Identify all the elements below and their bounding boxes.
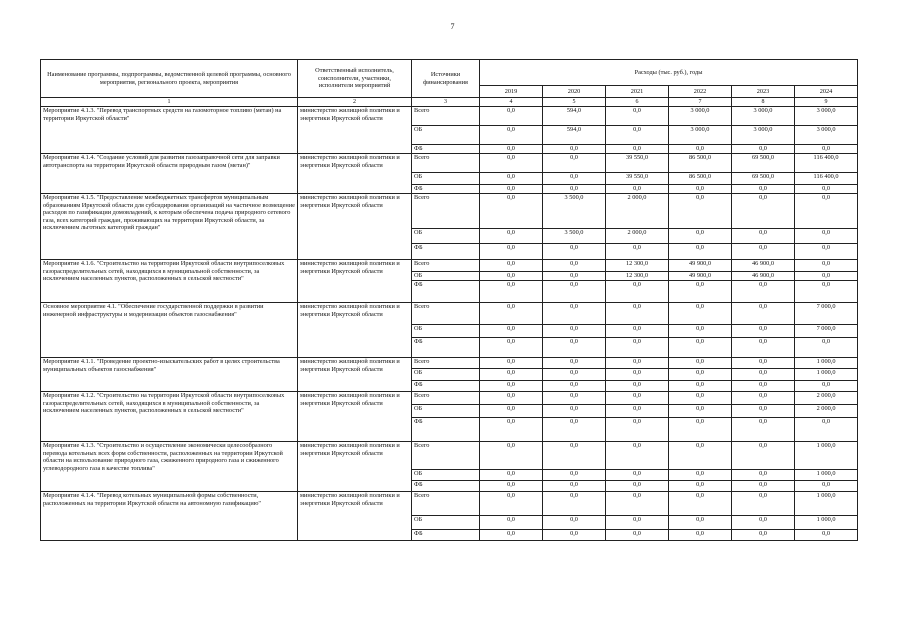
activity-executor: министерство жилищной политики и энергетики Иркутской области: [298, 442, 412, 492]
funding-source: Всего: [412, 492, 480, 516]
funding-source: ФБ: [412, 418, 480, 442]
header-sources: Источники финансирования: [412, 60, 480, 98]
expense-value: 0,0: [606, 492, 669, 516]
expense-value: 0,0: [606, 516, 669, 530]
expense-value: 0,0: [543, 154, 606, 173]
expense-value: 0,0: [669, 381, 732, 392]
expense-value: 3 000,0: [669, 107, 732, 126]
expense-value: 0,0: [543, 185, 606, 194]
expense-value: 0,0: [669, 481, 732, 492]
expense-value: 46 900,0: [732, 272, 795, 281]
expense-value: 0,0: [480, 392, 543, 405]
expense-value: 0,0: [606, 358, 669, 369]
expense-value: 0,0: [732, 442, 795, 470]
expense-value: 0,0: [480, 338, 543, 358]
activity-executor: министерство жилищной политики и энергетики Иркутской области: [298, 492, 412, 541]
expense-value: 69 500,0: [732, 173, 795, 185]
expense-value: 12 300,0: [606, 260, 669, 272]
expense-value: 0,0: [606, 418, 669, 442]
expense-value: 0,0: [606, 369, 669, 381]
expense-value: 0,0: [480, 492, 543, 516]
expense-value: 594,0: [543, 107, 606, 126]
expense-value: 0,0: [480, 281, 543, 303]
table-row: [41, 194, 858, 229]
expense-value: 49 900,0: [669, 272, 732, 281]
expense-value: 0,0: [669, 530, 732, 541]
header-year: 2024: [795, 86, 858, 98]
expense-value: 0,0: [480, 516, 543, 530]
funding-source: ФБ: [412, 338, 480, 358]
funding-source: Всего: [412, 392, 480, 405]
expense-value: 0,0: [606, 244, 669, 260]
expense-value: 0,0: [543, 272, 606, 281]
expense-value: 0,0: [543, 303, 606, 325]
expense-value: 0,0: [669, 418, 732, 442]
expense-value: 0,0: [732, 303, 795, 325]
expense-value: 0,0: [606, 325, 669, 338]
column-number: 8: [732, 98, 795, 107]
expense-value: 3 500,0: [543, 194, 606, 229]
table-body: [41, 98, 858, 541]
expense-value: 0,0: [795, 185, 858, 194]
expense-value: 39 550,0: [606, 154, 669, 173]
expense-value: 0,0: [543, 145, 606, 154]
column-number: 7: [669, 98, 732, 107]
funding-source: ОБ: [412, 126, 480, 145]
expense-value: 0,0: [606, 392, 669, 405]
funding-source: ФБ: [412, 145, 480, 154]
expense-value: 0,0: [795, 338, 858, 358]
expense-value: 3 000,0: [795, 107, 858, 126]
expense-value: 0,0: [732, 185, 795, 194]
expense-value: 0,0: [732, 369, 795, 381]
funding-source: ФБ: [412, 381, 480, 392]
table-row: [41, 154, 858, 173]
expense-value: 0,0: [480, 107, 543, 126]
expense-value: 86 500,0: [669, 173, 732, 185]
expense-value: 0,0: [795, 145, 858, 154]
expense-value: 0,0: [543, 392, 606, 405]
header-executor: Ответственный исполнитель, соисполнители, участники, исполнители мероприятий: [298, 60, 412, 98]
expenses-table: [40, 59, 858, 541]
activity-name: Основное мероприятие 4.1. "Обеспечение государственной поддержки в развитии инженерной инфраструктуры и модернизации объектов газоснабжения": [41, 303, 298, 358]
funding-source: ОБ: [412, 229, 480, 244]
expense-value: 3 500,0: [543, 229, 606, 244]
column-number: 5: [543, 98, 606, 107]
expense-value: 0,0: [480, 358, 543, 369]
expense-value: 2 000,0: [606, 229, 669, 244]
activity-name: Мероприятие 4.1.3. "Перевод транспортных средств на газомоторное топливо (метан) на территории Иркутской области": [41, 107, 298, 154]
expense-value: 0,0: [732, 418, 795, 442]
expense-value: 0,0: [543, 369, 606, 381]
expense-value: 0,0: [732, 405, 795, 418]
expense-value: 0,0: [543, 530, 606, 541]
expense-value: 0,0: [732, 194, 795, 229]
expense-value: 0,0: [795, 381, 858, 392]
expense-value: 0,0: [480, 481, 543, 492]
header-year: 2019: [480, 86, 543, 98]
expense-value: 1 000,0: [795, 470, 858, 481]
expense-value: 0,0: [669, 194, 732, 229]
activity-executor: министерство жилищной политики и энергетики Иркутской области: [298, 358, 412, 392]
expense-value: 1 000,0: [795, 358, 858, 369]
activity-name: Мероприятие 4.1.6. "Строительство на территории Иркутской области внутрипоселковых газораспределительных сетей, находящихся в муниципальной собственности, за исключением населенных пунктов, расположенных в сельской местности": [41, 260, 298, 303]
expense-value: 594,0: [543, 126, 606, 145]
funding-source: ФБ: [412, 530, 480, 541]
expense-value: 49 900,0: [669, 260, 732, 272]
expense-value: 1 000,0: [795, 442, 858, 470]
column-number: 2: [298, 98, 412, 107]
header-year: 2020: [543, 86, 606, 98]
expense-value: 0,0: [606, 442, 669, 470]
expense-value: 0,0: [606, 470, 669, 481]
header-year: 2022: [669, 86, 732, 98]
activity-name: Мероприятие 4.1.1. "Проведение проектно-изыскательских работ в целях строительства муниципальных объектов газоснабжения": [41, 358, 298, 392]
funding-source: Всего: [412, 194, 480, 229]
expense-value: 0,0: [732, 492, 795, 516]
expense-value: 0,0: [732, 470, 795, 481]
expense-value: 0,0: [732, 281, 795, 303]
expense-value: 0,0: [480, 530, 543, 541]
expense-value: 0,0: [669, 470, 732, 481]
activity-executor: министерство жилищной политики и энергетики Иркутской области: [298, 107, 412, 154]
funding-source: Всего: [412, 303, 480, 325]
expense-value: 116 400,0: [795, 173, 858, 185]
expense-value: 0,0: [543, 418, 606, 442]
expense-value: 0,0: [669, 392, 732, 405]
activity-name: Мероприятие 4.1.5. "Предоставление межбюджетных трансфертов муниципальным образованиям Иркутской области для субсидирования организаций на частичное возмещение расходов по газификации домовладений, к которым обеспечена подача природного сетевого газа, всех категорий граждан, проживающих на территории Иркутской области, за исключением льготных категорий граждан": [41, 194, 298, 260]
expense-value: 0,0: [480, 272, 543, 281]
expense-value: 0,0: [795, 244, 858, 260]
funding-source: ОБ: [412, 173, 480, 185]
expense-value: 0,0: [669, 229, 732, 244]
funding-source: ФБ: [412, 281, 480, 303]
expense-value: 0,0: [732, 145, 795, 154]
expense-value: 0,0: [795, 229, 858, 244]
expense-value: 3 000,0: [732, 107, 795, 126]
expense-value: 0,0: [732, 358, 795, 369]
expense-value: 0,0: [480, 470, 543, 481]
expense-value: 0,0: [795, 194, 858, 229]
funding-source: ФБ: [412, 481, 480, 492]
expense-value: 0,0: [795, 272, 858, 281]
header-expenses: Расходы (тыс. руб.), годы: [480, 60, 858, 86]
expense-value: 0,0: [669, 492, 732, 516]
expense-value: 0,0: [732, 338, 795, 358]
funding-source: Всего: [412, 442, 480, 470]
expense-value: 0,0: [669, 442, 732, 470]
expense-value: 0,0: [606, 405, 669, 418]
funding-source: ФБ: [412, 185, 480, 194]
expense-value: 0,0: [795, 260, 858, 272]
expense-value: 0,0: [606, 185, 669, 194]
expense-value: 0,0: [732, 392, 795, 405]
table-row: [41, 260, 858, 272]
expense-value: 1 000,0: [795, 369, 858, 381]
expense-value: 0,0: [669, 358, 732, 369]
expense-value: 0,0: [669, 244, 732, 260]
expense-value: 0,0: [606, 281, 669, 303]
expense-value: 12 300,0: [606, 272, 669, 281]
table-row: [41, 442, 858, 470]
funding-source: Всего: [412, 154, 480, 173]
expense-value: 3 000,0: [795, 126, 858, 145]
page-number: 7: [450, 22, 455, 31]
expense-value: 0,0: [543, 405, 606, 418]
expense-value: 0,0: [669, 369, 732, 381]
expense-value: 116 400,0: [795, 154, 858, 173]
funding-source: Всего: [412, 107, 480, 126]
expense-value: 0,0: [669, 185, 732, 194]
expense-value: 0,0: [606, 338, 669, 358]
funding-source: Всего: [412, 260, 480, 272]
column-number: 3: [412, 98, 480, 107]
expense-value: 0,0: [795, 530, 858, 541]
expense-value: 0,0: [543, 281, 606, 303]
funding-source: ОБ: [412, 470, 480, 481]
expense-value: 0,0: [669, 516, 732, 530]
activity-executor: министерство жилищной политики и энергетики Иркутской области: [298, 392, 412, 442]
expense-value: 0,0: [543, 325, 606, 338]
expense-value: 0,0: [606, 126, 669, 145]
expense-value: 0,0: [606, 481, 669, 492]
activity-name: Мероприятие 4.1.4. "Перевод котельных муниципальной формы собственности, расположенных на территории Иркутской области на автономную газификацию": [41, 492, 298, 541]
expense-value: 0,0: [669, 145, 732, 154]
expense-value: 46 900,0: [732, 260, 795, 272]
funding-source: ОБ: [412, 272, 480, 281]
expense-value: 69 500,0: [732, 154, 795, 173]
column-number: 6: [606, 98, 669, 107]
expense-value: 0,0: [669, 405, 732, 418]
table-row: [41, 358, 858, 369]
expense-value: 0,0: [606, 107, 669, 126]
expense-value: 0,0: [480, 173, 543, 185]
expense-value: 0,0: [480, 418, 543, 442]
expense-value: 0,0: [606, 145, 669, 154]
expense-value: 0,0: [543, 442, 606, 470]
expense-value: 0,0: [480, 369, 543, 381]
expense-value: 0,0: [606, 530, 669, 541]
expense-value: 0,0: [732, 229, 795, 244]
expense-value: 0,0: [732, 381, 795, 392]
expense-value: 0,0: [543, 338, 606, 358]
expense-value: 1 000,0: [795, 492, 858, 516]
expense-value: 0,0: [543, 173, 606, 185]
activity-name: Мероприятие 4.1.3. "Строительство и осуществление экономически целесообразного перевода котельных всех форм собственности, расположенных на территории Иркутской области на использование природного газа, сжиженного природного газа и сжиженного углеводородного газа в качестве топлива": [41, 442, 298, 492]
expense-value: 0,0: [732, 481, 795, 492]
expense-value: 3 000,0: [669, 126, 732, 145]
expense-value: 0,0: [480, 229, 543, 244]
expense-value: 0,0: [543, 381, 606, 392]
expense-value: 0,0: [480, 325, 543, 338]
expense-value: 0,0: [480, 145, 543, 154]
expense-value: 7 000,0: [795, 325, 858, 338]
expense-value: 0,0: [480, 442, 543, 470]
table-row: [41, 107, 858, 126]
expense-value: 0,0: [480, 185, 543, 194]
expense-value: 0,0: [795, 418, 858, 442]
table-row: [41, 392, 858, 405]
expense-value: 0,0: [480, 126, 543, 145]
expense-value: 3 000,0: [732, 126, 795, 145]
activity-name: Мероприятие 4.1.4. "Создание условий для развития газозаправочной сети для заправки автотранспорта на территории Иркутской области природным газом (метан)": [41, 154, 298, 194]
expense-value: 0,0: [543, 244, 606, 260]
expense-value: 2 000,0: [795, 392, 858, 405]
expense-value: 0,0: [795, 281, 858, 303]
expense-value: 0,0: [732, 516, 795, 530]
activity-executor: министерство жилищной политики и энергетики Иркутской области: [298, 260, 412, 303]
expense-value: 0,0: [543, 358, 606, 369]
expense-value: 0,0: [480, 244, 543, 260]
expense-value: 86 500,0: [669, 154, 732, 173]
expense-value: 1 000,0: [795, 516, 858, 530]
column-number-row: [41, 98, 858, 107]
expense-value: 39 550,0: [606, 173, 669, 185]
activity-executor: министерство жилищной политики и энергетики Иркутской области: [298, 154, 412, 194]
expense-value: 7 000,0: [795, 303, 858, 325]
funding-source: Всего: [412, 358, 480, 369]
expense-value: 2 000,0: [606, 194, 669, 229]
header-name: Наименование программы, подпрограммы, ведомственной целевой программы, основного мероприятия, регионального проекта, мероприятия: [41, 60, 298, 98]
column-number: 9: [795, 98, 858, 107]
expense-value: 0,0: [480, 260, 543, 272]
column-number: 4: [480, 98, 543, 107]
expense-value: 0,0: [543, 260, 606, 272]
expense-value: 0,0: [543, 470, 606, 481]
expense-value: 0,0: [606, 303, 669, 325]
activity-executor: министерство жилищной политики и энергетики Иркутской области: [298, 303, 412, 358]
activity-name: Мероприятие 4.1.2. "Строительство на территории Иркутской области внутрипоселковых газораспределительных сетей, находящихся в муниципальной собственности, за исключением населенных пунктов, расположенных в сельской местности": [41, 392, 298, 442]
funding-source: ОБ: [412, 369, 480, 381]
header-year: 2023: [732, 86, 795, 98]
expense-value: 0,0: [606, 381, 669, 392]
expense-value: 2 000,0: [795, 405, 858, 418]
funding-source: ОБ: [412, 516, 480, 530]
header-year: 2021: [606, 86, 669, 98]
expense-value: 0,0: [669, 338, 732, 358]
funding-source: ОБ: [412, 325, 480, 338]
expense-value: 0,0: [480, 405, 543, 418]
expense-value: 0,0: [669, 281, 732, 303]
expense-value: 0,0: [669, 303, 732, 325]
expense-value: 0,0: [732, 325, 795, 338]
expense-value: 0,0: [732, 530, 795, 541]
expense-value: 0,0: [669, 325, 732, 338]
expense-value: 0,0: [732, 244, 795, 260]
column-number: 1: [41, 98, 298, 107]
activity-executor: министерство жилищной политики и энергетики Иркутской области: [298, 194, 412, 260]
expense-value: 0,0: [480, 154, 543, 173]
expense-value: 0,0: [480, 381, 543, 392]
table-row: [41, 492, 858, 516]
expense-value: 0,0: [795, 481, 858, 492]
funding-source: ОБ: [412, 405, 480, 418]
expense-value: 0,0: [543, 516, 606, 530]
expense-value: 0,0: [480, 303, 543, 325]
table-row: [41, 303, 858, 325]
expense-value: 0,0: [543, 492, 606, 516]
expense-value: 0,0: [480, 194, 543, 229]
funding-source: ФБ: [412, 244, 480, 260]
expense-value: 0,0: [543, 481, 606, 492]
